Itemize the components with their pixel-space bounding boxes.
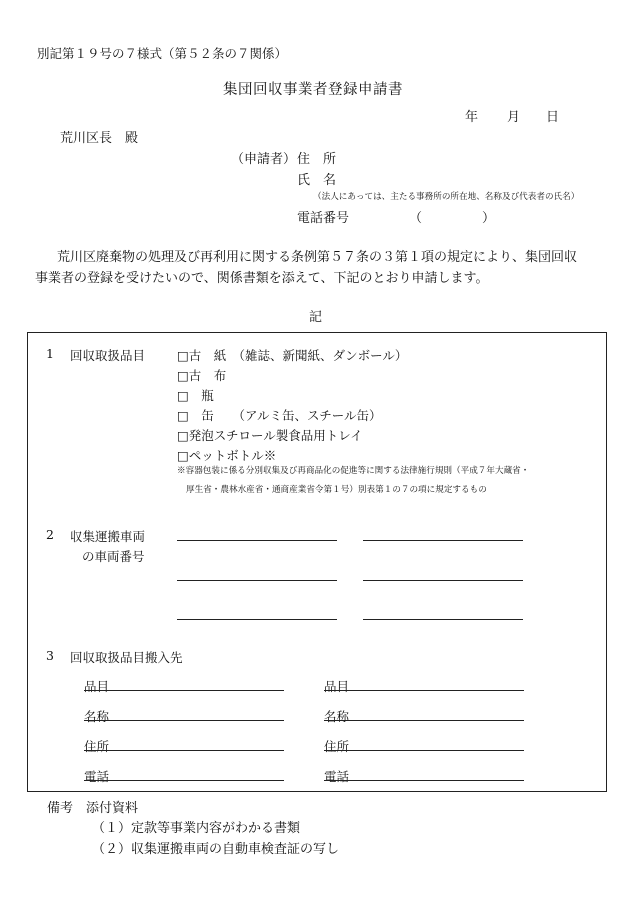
date-day-label: 日 (546, 110, 560, 125)
item-checkbox-pet[interactable]: □ペットボトル※ (177, 448, 277, 463)
dest1-item-label: 品目 (84, 679, 110, 694)
section3-number: 3 (46, 648, 54, 663)
vehicle-number-field-1[interactable] (177, 540, 337, 541)
item-checkbox-paper[interactable]: □古 紙 （雑誌、新聞紙、ダンボール） (177, 348, 408, 363)
section3-heading: 回収取扱品目搬入先 (70, 650, 183, 665)
item-checkbox-bottle[interactable]: □ 瓶 (177, 388, 214, 403)
dest2-name-label: 名称 (324, 709, 350, 724)
remarks-item-1: （１）定款等事業内容がわかる書類 (92, 821, 301, 836)
dest2-name-field[interactable] (324, 720, 524, 721)
ki-heading: 記 (309, 310, 323, 325)
dest2-item-label: 品目 (324, 679, 350, 694)
vehicle-number-field-4[interactable] (363, 580, 523, 581)
section1-heading: 回収取扱品目 (70, 348, 146, 363)
dest2-item-field[interactable] (324, 690, 524, 691)
item-checkbox-can[interactable]: □ 缶 （アルミ缶、スチール缶） (177, 408, 382, 423)
applicant-role: （申請者） (231, 152, 297, 167)
date-year-label: 年 (465, 110, 479, 125)
phone-paren-open: （ (409, 211, 423, 226)
applicant-address-label: 住 所 (297, 152, 337, 167)
section1-note-line1: ※容器包装に係る分別収集及び再商品化の促進等に関する法律施行規則（平成７年大蔵省・ (177, 466, 530, 476)
remarks-label: 備考 添付資料 (47, 801, 139, 816)
phone-paren-close: ） (482, 211, 496, 226)
addressee: 荒川区長 殿 (60, 131, 139, 146)
dest1-address-label: 住所 (84, 739, 110, 754)
section2-heading-line1: 収集運搬車両 (70, 529, 146, 544)
dest2-address-field[interactable] (324, 750, 524, 751)
dest2-phone-label: 電話 (324, 769, 350, 784)
form-number: 別記第１９号の７様式（第５２条の７関係） (37, 46, 288, 61)
section2-number: 2 (46, 527, 54, 542)
dest1-phone-field[interactable] (84, 780, 284, 781)
applicant-phone-label: 電話番号 (297, 211, 350, 226)
dest1-name-field[interactable] (84, 720, 284, 721)
item-checkbox-tray[interactable]: □発泡スチロール製食品用トレイ (177, 428, 363, 443)
dest2-phone-field[interactable] (324, 780, 524, 781)
section2-heading-line2: の車両番号 (82, 549, 145, 564)
dest1-name-label: 名称 (84, 709, 110, 724)
remarks-item-2: （２）収集運搬車両の自動車検査証の写し (92, 842, 340, 857)
dest2-address-label: 住所 (324, 739, 350, 754)
section1-number: 1 (46, 346, 54, 361)
section1-note-line2: 厚生省・農林水産省・通商産業省令第１号）別表第１の７の項に規定するもの (186, 485, 487, 495)
date-month-label: 月 (507, 110, 521, 125)
vehicle-number-field-2[interactable] (363, 540, 523, 541)
corporate-note: （法人にあっては、主たる事務所の所在地、名称及び代表者の氏名） (313, 192, 580, 202)
vehicle-number-field-5[interactable] (177, 619, 337, 620)
body-text-line1: 荒川区廃棄物の処理及び再利用に関する条例第５７条の３第１項の規定により、集団回収 (57, 250, 578, 265)
page-title: 集団回収事業者登録申請書 (223, 82, 403, 98)
dest1-item-field[interactable] (84, 690, 284, 691)
applicant-name-label: 氏 名 (297, 173, 337, 188)
body-text-line2: 事業者の登録を受けたいので、関係書類を添えて、下記のとおり申請します。 (35, 271, 489, 286)
item-checkbox-cloth[interactable]: □古 布 (177, 368, 227, 383)
dest1-address-field[interactable] (84, 750, 284, 751)
vehicle-number-field-3[interactable] (177, 580, 337, 581)
vehicle-number-field-6[interactable] (363, 619, 523, 620)
dest1-phone-label: 電話 (84, 769, 110, 784)
